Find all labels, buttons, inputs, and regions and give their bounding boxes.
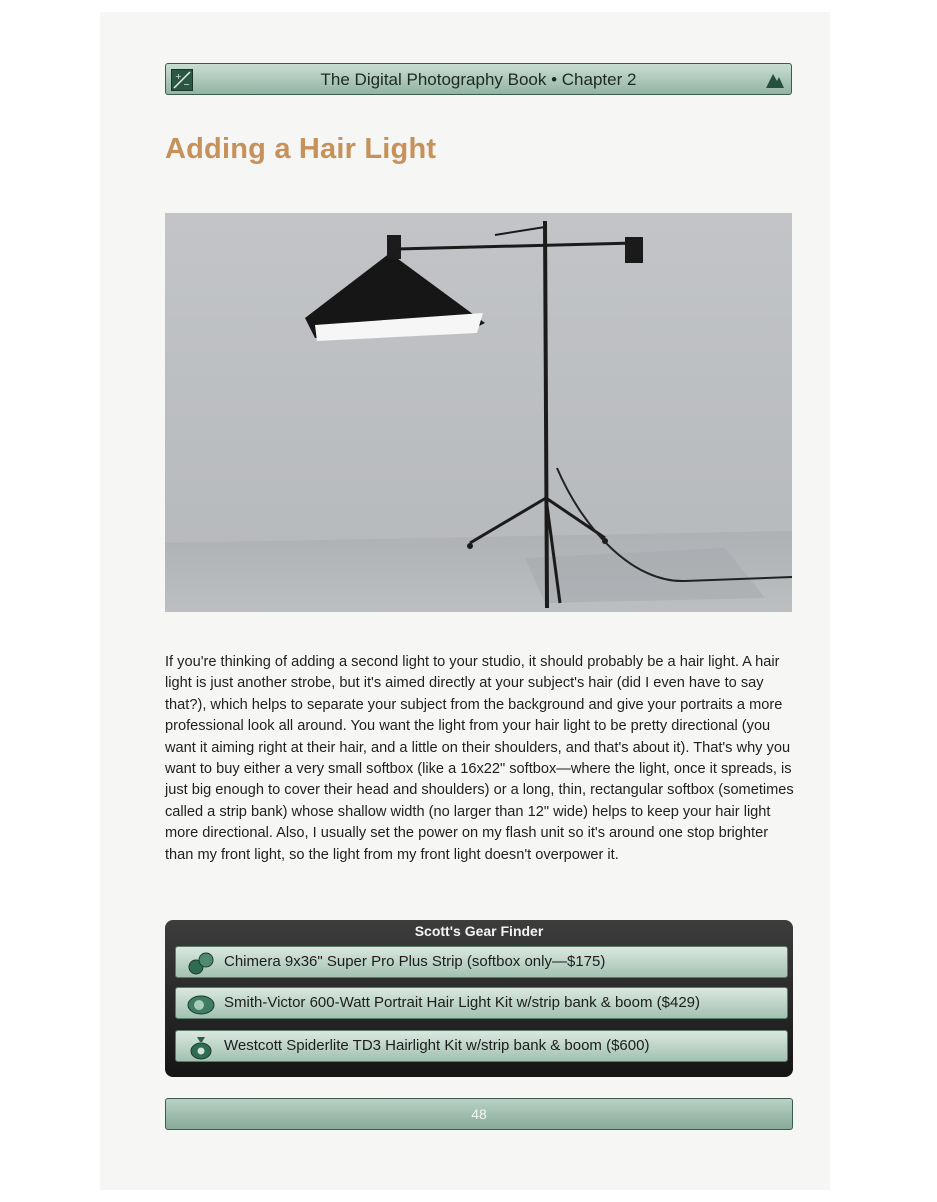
- gear-finder-title: Scott's Gear Finder: [414, 923, 544, 939]
- chapter-title: The Digital Photography Book • Chapter 2: [320, 70, 637, 89]
- svg-text:+: +: [175, 72, 182, 81]
- gear-item-westcott[interactable]: [175, 1030, 788, 1062]
- mountain-icon: [765, 69, 785, 89]
- money-bag-icon: [186, 1034, 216, 1060]
- section-title: Adding a Hair Light: [165, 133, 437, 165]
- gear-item-label: Smith-Victor 600-Watt Portrait Hair Light Kit w/strip bank & boom ($429): [224, 994, 701, 1011]
- svg-text:−: −: [183, 80, 190, 89]
- gear-item-label: Chimera 9x36" Super Pro Plus Strip (softbox only—$175): [224, 953, 606, 970]
- cash-icon: [186, 991, 216, 1017]
- page-footer-bar: [165, 1098, 793, 1130]
- gear-item-smith-victor[interactable]: [175, 987, 788, 1019]
- studio-light-photo: [165, 213, 792, 612]
- body-paragraph: If you're thinking of adding a second light to your studio, it should probably be a hair light. A hair light is just another strobe, but it's aimed directly at your subject's hair (did I even have to say that?), which helps to separate your subject from the background and give your portraits a more professional look all around. You want the light from your hair light to be pretty directional (you want it aiming right at their hair, and a little on their shoulders, and that's about it). That's why you want to buy either a very small softbox (like a 16x22" softbox—where the light, once it spreads, is just big enough to cover their head and shoulders) or a long, thin, rectangular softbox (sometimes called a strip bank) whose shallow width (no larger than 12" wide) helps to keep your hair light more directional. Also, I usually set the power on my flash unit so it's around one stop brighter than my front light, so the light from my front light doesn't overpower it.: [165, 654, 794, 863]
- gear-item-label: Westcott Spiderlite TD3 Hairlight Kit w/strip bank & boom ($600): [224, 1037, 650, 1054]
- page-number: 48: [471, 1106, 487, 1122]
- chapter-header-bar: [165, 63, 792, 95]
- gear-finder-panel: [165, 920, 793, 1077]
- gear-item-chimera[interactable]: [175, 946, 788, 978]
- coins-icon: [186, 950, 216, 976]
